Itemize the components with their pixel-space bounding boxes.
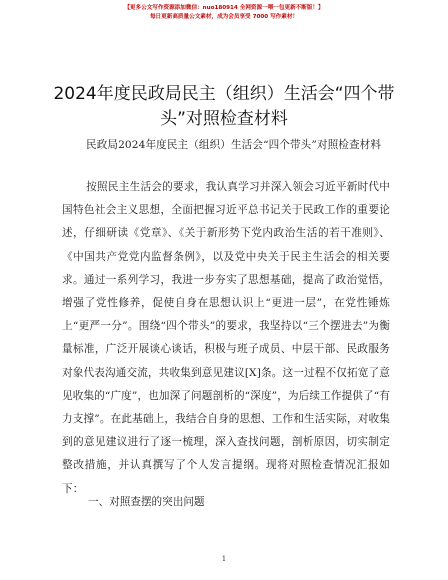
document-title [40,82,408,132]
body-paragraph-text: 按照民主生活会的要求，我认真学习并深入领会习近平新时代中国特色社会主义思想，全面把握习近平总书记关于民政工作的重要论述，仔细研读《党章》、《关于新形势下党内政治生活的若干准则》、《中国共产党党内监督条例》，以及党中央关于民主生活会的相关要求。通过一系列学习，我进一步夯实了思想基础，提高了政治觉悟，增强了党性修养，促使自身在思想认识上“更进一层”，在党性锤炼上“更严一分”。围绕“四个带头”的要求，我坚持以“三个摆进去”为衡量标准，广泛开展谈心谈话，积极与班子成员、中层干部、民政服务对象代表沟通交流，共收集到意见建议[X]条。这一过程不仅拓宽了意见收集的“广度”，也加深了问题剖析的“深度”，为后续工作提供了“有力支撑”。在此基础上，我结合自身的思想、工作和生活实际，对收集到的意见建议进行了逐一梳理，深入查找问题，剖析原因，切实制定整改措施，并认真撰写了个人发言提纲。现将对照检查情况汇报如下： [62,181,390,495]
promo-banner [0,4,448,22]
document-title-line-2: 头”对照检查材料 [160,109,288,129]
document-subtitle-text: 民政局2024年度民主（组织）生活会“四个带头”对照检查材料 [86,139,382,151]
document-title-line-1: 2024年度民政局民主（组织）生活会“四个带 [53,84,395,104]
promo-banner-line-2: 每日更新高质量公文素材，成为会员享受 7000 写作素材！ [149,14,299,20]
body-paragraph [62,176,390,501]
page-number: 1 [221,555,227,563]
section-heading: 一、对照查摆的突出问题 [88,496,205,508]
promo-banner-line-1: 【更多公文写作资源添加微信：nuo180914 全网资源一喂一包更新不断版！】 [124,5,324,11]
document-subtitle [62,134,390,157]
